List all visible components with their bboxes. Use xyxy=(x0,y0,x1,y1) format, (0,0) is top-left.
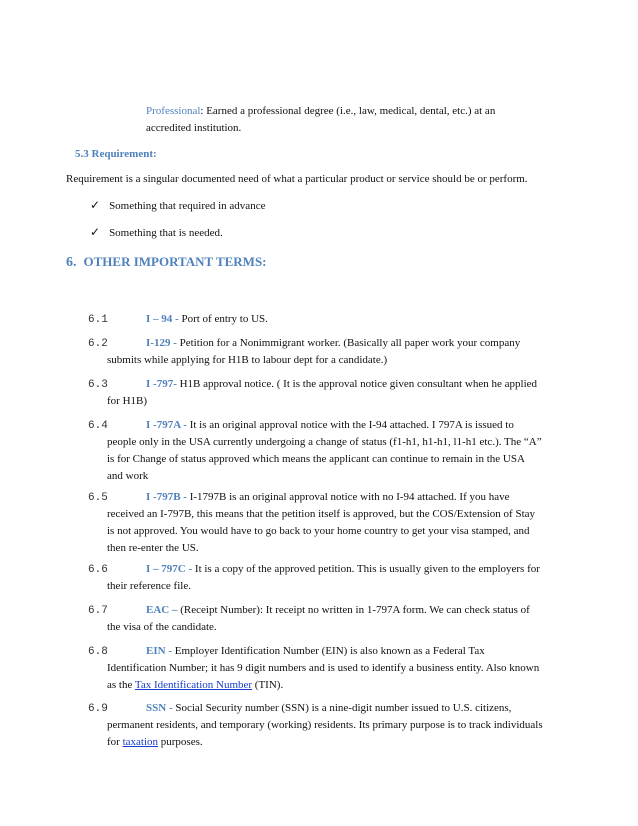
term-number: 6.8 xyxy=(88,646,108,658)
term-name: SSN xyxy=(146,702,167,714)
term-separator: - xyxy=(170,337,180,349)
term-text: (TIN). xyxy=(252,679,284,691)
professional-line1 xyxy=(146,103,564,119)
term-text: for xyxy=(107,736,123,748)
term-link[interactable]: Tax Identification Number xyxy=(134,679,253,691)
term-line xyxy=(146,700,564,716)
term-line: is for Change of status approved which means the applicant can continue to remain in the USA xyxy=(107,453,525,465)
term-separator: - xyxy=(180,491,190,503)
term-line: their reference file. xyxy=(107,580,191,592)
term-name: I -797- xyxy=(146,378,177,390)
term-line: Identification Number; it has 9 digit numbers and is used to identify a business entity. Also known xyxy=(107,662,540,674)
check-item-label: Something that is needed. xyxy=(109,227,223,239)
term-line xyxy=(107,677,564,693)
term-separator: - xyxy=(180,419,190,431)
term-definition: It is an original approval notice with the I-94 attached. I 797A is issued to xyxy=(189,419,514,431)
check-item-1 xyxy=(90,197,265,214)
term-definition: It is a copy of the approved petition. This is usually given to the employers for xyxy=(194,563,540,575)
section-6-number: 6. xyxy=(66,255,77,270)
section-6-heading xyxy=(66,254,267,271)
term-line: permanent residents, and temporary (working) residents. Its primary purpose is to track individuals xyxy=(107,719,543,731)
term-number: 6.7 xyxy=(88,605,108,617)
check-item-2 xyxy=(90,224,223,241)
term-separator: - xyxy=(172,313,182,325)
term-number: 6.1 xyxy=(88,314,108,326)
section-53-text: Requirement is a singular documented need of what a particular product or service should be or perform. xyxy=(66,173,528,185)
term-line: for H1B) xyxy=(107,395,148,407)
term-name: EIN xyxy=(146,645,166,657)
term-line xyxy=(146,561,564,577)
term-definition: Port of entry to US. xyxy=(181,313,268,325)
term-separator: - xyxy=(185,563,195,575)
term-line xyxy=(146,311,564,327)
term-name: I – 797C xyxy=(146,563,186,575)
term-definition: I-1797B is an original approval notice with no I-94 attached. If you have xyxy=(189,491,510,503)
term-text: as the xyxy=(107,679,135,691)
term-number: 6.9 xyxy=(88,703,108,715)
term-definition: H1B approval notice. ( It is the approval notice given consultant when he applied xyxy=(179,378,538,390)
term-line: the visa of the candidate. xyxy=(107,621,217,633)
term-line xyxy=(146,376,564,392)
term-line xyxy=(146,602,564,618)
term-line: people only in the USA currently undergoing a change of status (f1-h1, h1-h1, l1-h1 etc.). The “A” xyxy=(107,436,542,448)
term-number: 6.4 xyxy=(88,420,108,432)
term-line xyxy=(146,489,564,505)
term-line xyxy=(146,417,564,433)
term-definition: Social Security number (SSN) is a nine-digit number issued to U.S. citizens, xyxy=(175,702,512,714)
term-definition: Petition for a Nonimmigrant worker. (Basically all paper work your company xyxy=(179,337,521,349)
term-definition: (Receipt Number): It receipt no written in 1-797A form. We can check status of xyxy=(180,604,530,616)
checkmark-icon: ✓ xyxy=(90,198,101,212)
term-name: I-129 xyxy=(146,337,171,349)
term-name: I – 94 xyxy=(146,313,173,325)
checkmark-icon: ✓ xyxy=(90,225,101,239)
check-item-label: Something that required in advance xyxy=(109,200,266,212)
term-number: 6.6 xyxy=(88,564,108,576)
term-line: and work xyxy=(107,470,149,482)
term-name: I -797A xyxy=(146,419,181,431)
professional-line2: accredited institution. xyxy=(146,122,242,134)
term-separator: - xyxy=(165,645,175,657)
term-line: then re-enter the US. xyxy=(107,542,199,554)
term-definition: Employer Identification Number (EIN) is also known as a Federal Tax xyxy=(174,645,485,657)
term-line xyxy=(107,734,564,750)
term-line xyxy=(146,643,564,659)
term-number: 6.2 xyxy=(88,338,108,350)
term-line: is not approved. You would have to go back to your home country to get your visa stamped, and xyxy=(107,525,530,537)
section-53-heading: 5.3 Requirement: xyxy=(75,148,157,160)
professional-text: : Earned a professional degree (i.e., law, medical, dental, etc.) at an xyxy=(200,105,496,117)
professional-term: Professional xyxy=(146,105,201,117)
term-name: I -797B xyxy=(146,491,181,503)
term-text: purposes. xyxy=(158,736,203,748)
term-name: EAC – xyxy=(146,604,178,616)
term-number: 6.5 xyxy=(88,492,108,504)
section-6-title: OTHER IMPORTANT TERMS: xyxy=(83,254,267,269)
term-line xyxy=(146,335,564,351)
term-link[interactable]: taxation xyxy=(122,736,159,748)
term-line: submits while applying for H1B to labour dept for a candidate.) xyxy=(107,354,388,366)
term-line: received an I-797B, this means that the petition itself is approved, but the COS/Extension of Stay xyxy=(107,508,536,520)
term-number: 6.3 xyxy=(88,379,108,391)
term-separator: - xyxy=(166,702,176,714)
